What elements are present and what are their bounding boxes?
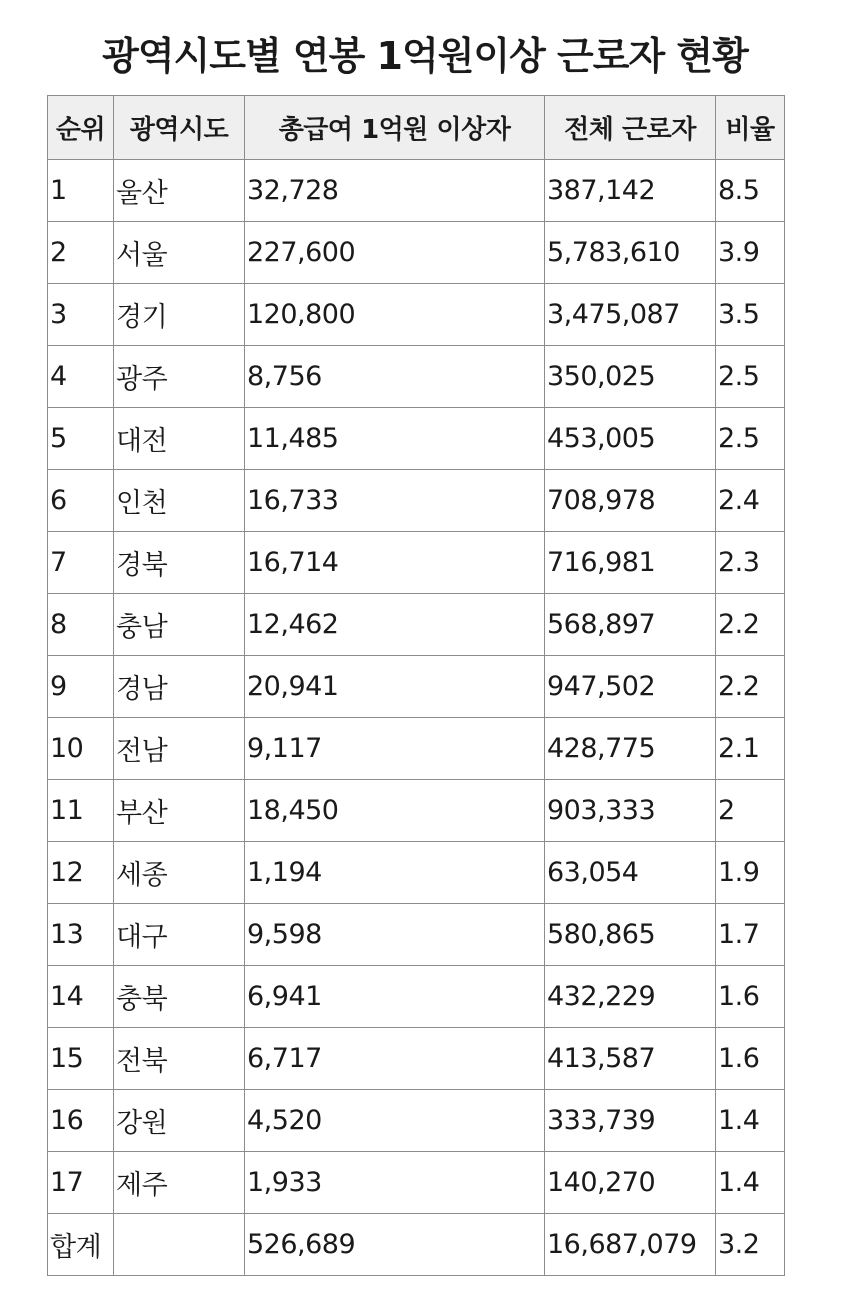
cell-region: 충남	[114, 594, 245, 656]
header-high-earners: 총급여 1억원 이상자	[245, 96, 545, 160]
cell-region: 전남	[114, 718, 245, 780]
cell-high-earners: 20,941	[245, 656, 545, 718]
table-row	[48, 532, 785, 594]
cell-region	[114, 1214, 245, 1276]
cell-ratio: 2.4	[716, 470, 785, 532]
page-title: 광역시도별 연봉 1억원이상 근로자 현황	[102, 34, 748, 78]
cell-total-workers: 432,229	[545, 966, 716, 1028]
cell-ratio: 3.5	[716, 284, 785, 346]
cell-region: 강원	[114, 1090, 245, 1152]
cell-ratio: 2.1	[716, 718, 785, 780]
table-row	[48, 1090, 785, 1152]
cell-rank: 2	[48, 222, 114, 284]
cell-region: 광주	[114, 346, 245, 408]
cell-rank: 5	[48, 408, 114, 470]
cell-total-workers: 5,783,610	[545, 222, 716, 284]
cell-rank: 7	[48, 532, 114, 594]
cell-region: 울산	[114, 160, 245, 222]
table-row	[48, 470, 785, 532]
table-row	[48, 656, 785, 718]
cell-ratio: 2.3	[716, 532, 785, 594]
cell-rank: 10	[48, 718, 114, 780]
cell-high-earners: 6,941	[245, 966, 545, 1028]
cell-ratio: 2.2	[716, 594, 785, 656]
cell-total-workers: 333,739	[545, 1090, 716, 1152]
cell-rank: 11	[48, 780, 114, 842]
cell-region: 전북	[114, 1028, 245, 1090]
cell-total-workers: 63,054	[545, 842, 716, 904]
cell-ratio: 1.7	[716, 904, 785, 966]
cell-region: 서울	[114, 222, 245, 284]
cell-total-workers: 947,502	[545, 656, 716, 718]
cell-high-earners: 9,598	[245, 904, 545, 966]
table-row	[48, 346, 785, 408]
table-row	[48, 966, 785, 1028]
cell-rank: 9	[48, 656, 114, 718]
cell-rank: 합계	[48, 1214, 114, 1276]
cell-total-workers: 3,475,087	[545, 284, 716, 346]
cell-ratio: 1.6	[716, 966, 785, 1028]
table-row	[48, 160, 785, 222]
cell-high-earners: 12,462	[245, 594, 545, 656]
cell-ratio: 3.2	[716, 1214, 785, 1276]
cell-total-workers: 903,333	[545, 780, 716, 842]
cell-high-earners: 18,450	[245, 780, 545, 842]
cell-region: 제주	[114, 1152, 245, 1214]
cell-high-earners: 16,733	[245, 470, 545, 532]
table-row	[48, 718, 785, 780]
table-row	[48, 408, 785, 470]
cell-rank: 16	[48, 1090, 114, 1152]
cell-total-workers: 580,865	[545, 904, 716, 966]
cell-region: 인천	[114, 470, 245, 532]
header-total-workers: 전체 근로자	[545, 96, 716, 160]
table-row	[48, 904, 785, 966]
cell-region: 충북	[114, 966, 245, 1028]
table-row	[48, 284, 785, 346]
cell-region: 경남	[114, 656, 245, 718]
cell-high-earners: 9,117	[245, 718, 545, 780]
cell-ratio: 2	[716, 780, 785, 842]
cell-total-workers: 453,005	[545, 408, 716, 470]
header-row	[48, 96, 785, 160]
cell-total-workers: 428,775	[545, 718, 716, 780]
cell-rank: 12	[48, 842, 114, 904]
cell-ratio: 2.5	[716, 346, 785, 408]
cell-region: 경북	[114, 532, 245, 594]
cell-high-earners: 526,689	[245, 1214, 545, 1276]
cell-ratio: 1.4	[716, 1152, 785, 1214]
cell-rank: 14	[48, 966, 114, 1028]
table-row	[48, 842, 785, 904]
cell-rank: 15	[48, 1028, 114, 1090]
cell-region: 세종	[114, 842, 245, 904]
cell-high-earners: 16,714	[245, 532, 545, 594]
data-table	[47, 95, 785, 1276]
cell-total-workers: 568,897	[545, 594, 716, 656]
cell-region: 대전	[114, 408, 245, 470]
cell-total-workers: 708,978	[545, 470, 716, 532]
table-row	[48, 780, 785, 842]
cell-high-earners: 8,756	[245, 346, 545, 408]
cell-rank: 17	[48, 1152, 114, 1214]
cell-total-workers: 387,142	[545, 160, 716, 222]
cell-total-workers: 716,981	[545, 532, 716, 594]
table-row	[48, 1152, 785, 1214]
cell-rank: 13	[48, 904, 114, 966]
cell-total-workers: 140,270	[545, 1152, 716, 1214]
cell-total-workers: 350,025	[545, 346, 716, 408]
cell-ratio: 8.5	[716, 160, 785, 222]
table-row	[48, 594, 785, 656]
cell-rank: 1	[48, 160, 114, 222]
cell-rank: 3	[48, 284, 114, 346]
cell-high-earners: 11,485	[245, 408, 545, 470]
cell-high-earners: 4,520	[245, 1090, 545, 1152]
cell-high-earners: 32,728	[245, 160, 545, 222]
cell-high-earners: 227,600	[245, 222, 545, 284]
cell-region: 대구	[114, 904, 245, 966]
cell-high-earners: 1,194	[245, 842, 545, 904]
cell-rank: 4	[48, 346, 114, 408]
cell-high-earners: 1,933	[245, 1152, 545, 1214]
cell-region: 부산	[114, 780, 245, 842]
cell-region: 경기	[114, 284, 245, 346]
table-row	[48, 1028, 785, 1090]
cell-total-workers: 16,687,079	[545, 1214, 716, 1276]
header-rank: 순위	[48, 96, 114, 160]
cell-high-earners: 6,717	[245, 1028, 545, 1090]
header-ratio: 비율	[716, 96, 785, 160]
cell-ratio: 1.9	[716, 842, 785, 904]
total-row	[48, 1214, 785, 1276]
cell-ratio: 3.9	[716, 222, 785, 284]
table-row	[48, 222, 785, 284]
table-body	[48, 160, 785, 1276]
cell-total-workers: 413,587	[545, 1028, 716, 1090]
cell-rank: 8	[48, 594, 114, 656]
header-region: 광역시도	[114, 96, 245, 160]
cell-ratio: 1.6	[716, 1028, 785, 1090]
cell-ratio: 2.5	[716, 408, 785, 470]
cell-high-earners: 120,800	[245, 284, 545, 346]
cell-rank: 6	[48, 470, 114, 532]
cell-ratio: 2.2	[716, 656, 785, 718]
cell-ratio: 1.4	[716, 1090, 785, 1152]
